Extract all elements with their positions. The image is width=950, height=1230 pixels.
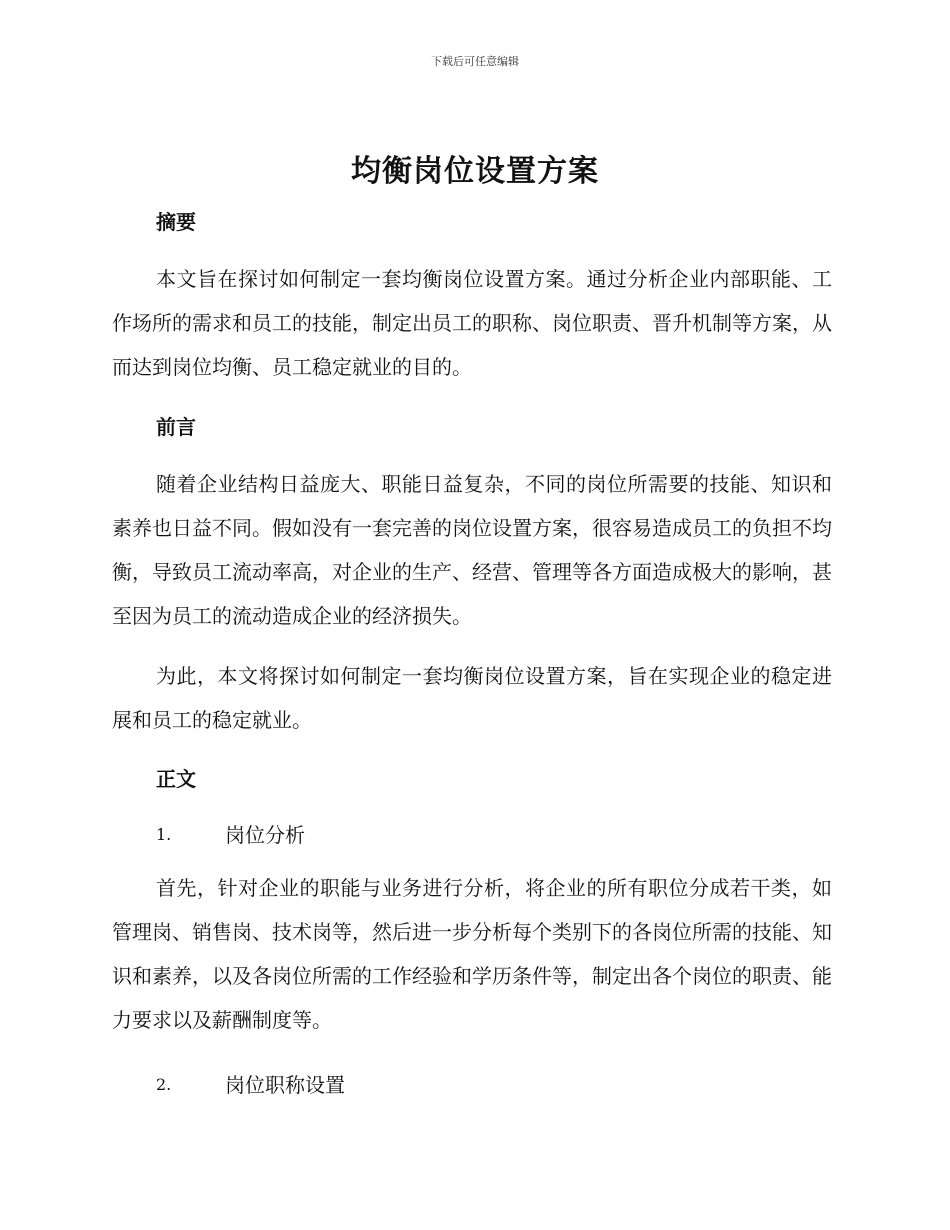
body-paragraph-1: 首先，针对企业的职能与业务进行分析，将企业的所有职位分成若干类，如管理岗、销售岗、技术岗等，然后进一步分析每个类别下的各岗位所需的技能、知识和素养，以及各岗位所需的工作经验和学历条件等，制定出各个岗位的职责、能力要求以及薪酬制度等。 [112, 876, 832, 1032]
abstract-heading: 摘要 [156, 210, 196, 234]
body-heading: 正文 [156, 767, 196, 791]
list-title: 岗位职称设置 [225, 1073, 345, 1097]
preface-heading: 前言 [156, 415, 196, 439]
header-note: 下载后可任意编辑 [431, 55, 519, 68]
list-number: 2. [156, 1075, 172, 1094]
abstract-paragraph: 本文旨在探讨如何制定一套均衡岗位设置方案。通过分析企业内部职能、工作场所的需求和员工的技能，制定出员工的职称、岗位职责、晋升机制等方案，从而达到岗位均衡、员工稳定就业的目的。 [112, 267, 832, 379]
preface-paragraph-1: 随着企业结构日益庞大、职能日益复杂，不同的岗位所需要的技能、知识和素养也日益不同。假如没有一套完善的岗位设置方案，很容易造成员工的负担不均衡，导致员工流动率高，对企业的生产、经营、管理等各方面造成极大的影响，甚至因为员工的流动造成企业的经济损失。 [112, 472, 832, 628]
document-title: 均衡岗位设置方案 [351, 154, 599, 189]
list-number: 1. [156, 825, 172, 844]
list-title: 岗位分析 [225, 823, 305, 847]
preface-paragraph-2: 为此，本文将探讨如何制定一套均衡岗位设置方案，旨在实现企业的稳定进展和员工的稳定就业。 [112, 664, 832, 732]
